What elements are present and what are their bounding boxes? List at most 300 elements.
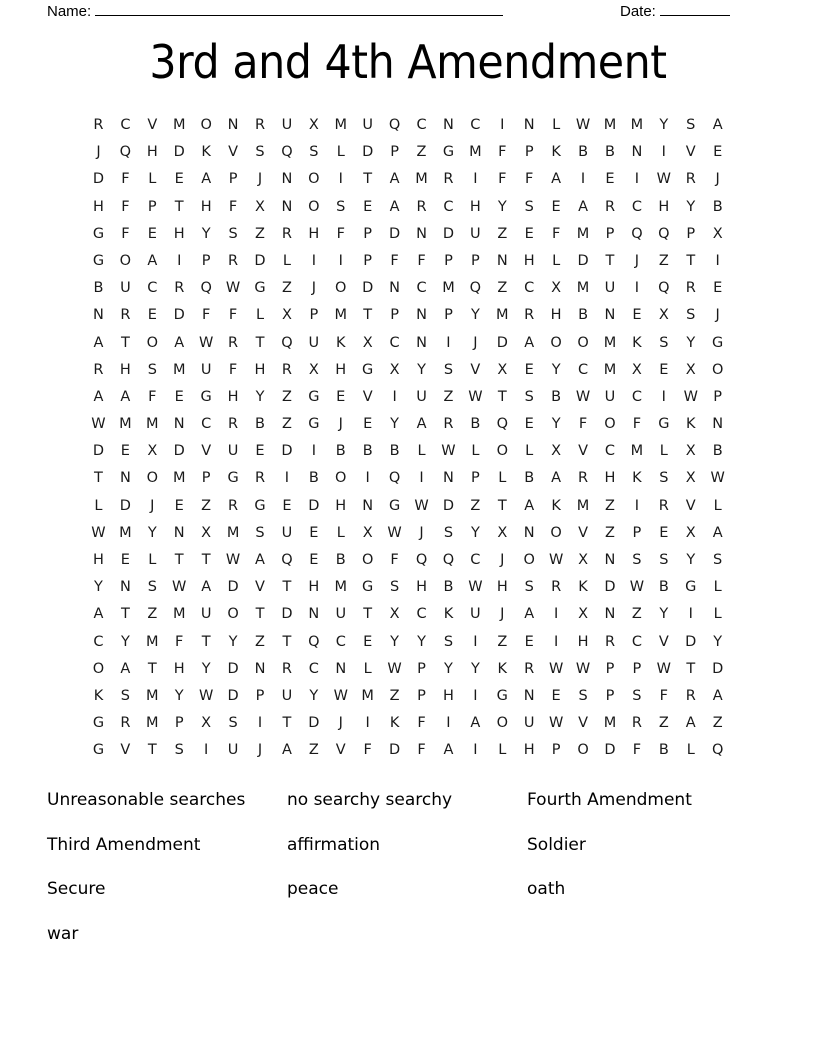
grid-letter[interactable]: A [174,334,185,351]
grid-letter[interactable]: N [308,606,320,623]
grid-letter[interactable]: R [416,198,427,215]
grid-letter[interactable]: G [388,497,401,514]
grid-letter[interactable]: T [174,198,184,215]
grid-letter[interactable]: J [338,715,343,732]
grid-letter[interactable]: Y [470,524,480,541]
grid-letter[interactable]: F [551,225,561,242]
grid-letter[interactable]: F [228,361,238,378]
grid-letter[interactable]: R [228,334,239,351]
grid-letter[interactable]: S [713,552,723,568]
grid-letter[interactable]: M [496,307,509,324]
grid-letter[interactable]: W [575,388,591,405]
grid-letter[interactable]: B [389,443,400,460]
grid-letter[interactable]: Y [470,307,480,324]
grid-letter[interactable]: M [172,117,186,133]
grid-letter[interactable]: A [470,715,481,732]
grid-letter[interactable]: R [551,579,562,596]
grid-letter[interactable]: O [92,660,105,677]
grid-letter[interactable]: M [576,497,590,514]
grid-letter[interactable]: I [661,388,666,405]
grid-letter[interactable]: T [686,660,696,677]
grid-letter[interactable]: Y [174,687,184,704]
grid-letter[interactable]: Q [631,225,643,242]
grid-letter[interactable]: T [147,742,157,759]
grid-letter[interactable]: M [630,443,644,460]
grid-letter[interactable]: X [201,524,212,541]
grid-letter[interactable]: D [173,443,185,460]
grid-letter[interactable]: U [200,361,212,378]
grid-letter[interactable]: X [362,524,373,541]
grid-letter[interactable]: C [470,552,481,568]
grid-letter[interactable]: G [254,497,266,514]
word-list-item[interactable]: oath [527,879,566,900]
grid-letter[interactable]: Q [388,117,401,133]
grid-letter[interactable]: A [551,470,562,487]
grid-letter[interactable]: N [443,117,454,133]
grid-letter[interactable]: A [93,606,104,623]
grid-letter[interactable]: P [632,660,642,677]
grid-letter[interactable]: K [578,579,588,596]
grid-letter[interactable]: A [416,416,427,433]
grid-letter[interactable]: M [334,307,348,324]
grid-letter[interactable]: D [227,660,239,677]
grid-letter[interactable]: T [605,252,615,269]
grid-letter[interactable]: Z [712,715,723,732]
grid-letter[interactable]: W [468,388,483,405]
grid-letter[interactable]: I [338,171,343,188]
grid-letter[interactable]: J [715,307,720,324]
grid-letter[interactable]: I [473,742,478,759]
grid-letter[interactable]: U [308,334,320,351]
grid-letter[interactable]: I [338,252,343,269]
grid-letter[interactable]: O [146,470,159,487]
grid-letter[interactable]: R [524,660,535,677]
grid-letter[interactable]: L [336,144,345,161]
grid-letter[interactable]: Z [147,606,158,623]
grid-letter[interactable]: W [548,552,564,568]
grid-letter[interactable]: X [362,334,373,351]
grid-letter[interactable]: C [631,633,642,650]
grid-letter[interactable]: Y [201,225,211,242]
grid-letter[interactable]: P [470,252,480,269]
grid-letter[interactable]: C [147,280,158,297]
grid-letter[interactable]: V [201,443,212,460]
grid-letter[interactable]: B [335,552,346,568]
grid-letter[interactable]: Z [605,497,615,514]
grid-letter[interactable]: U [120,280,131,297]
grid-letter[interactable]: D [173,307,185,324]
grid-letter[interactable]: Z [308,742,319,759]
grid-letter[interactable]: L [417,443,426,460]
grid-letter[interactable]: O [335,470,347,487]
grid-letter[interactable]: T [120,334,130,351]
grid-letter[interactable]: A [524,334,535,351]
grid-letter[interactable]: Y [120,633,130,650]
grid-letter[interactable]: Z [497,225,508,242]
grid-letter[interactable]: N [362,497,374,514]
grid-letter[interactable]: A [389,171,400,188]
grid-letter[interactable]: Q [658,225,670,242]
grid-letter[interactable]: V [362,388,373,405]
grid-letter[interactable]: F [228,307,238,324]
grid-letter[interactable]: S [309,144,319,161]
grid-letter[interactable]: X [578,552,589,568]
grid-letter[interactable]: H [173,225,185,242]
grid-letter[interactable]: C [416,117,427,133]
grid-letter[interactable]: G [658,416,670,433]
grid-letter[interactable]: F [632,742,642,759]
grid-letter[interactable]: Y [551,361,561,378]
grid-letter[interactable]: A [389,198,400,215]
grid-letter[interactable]: P [174,715,184,732]
grid-letter[interactable]: Y [686,198,696,215]
grid-letter[interactable]: L [552,252,561,269]
grid-letter[interactable]: D [227,687,239,704]
grid-letter[interactable]: T [147,660,157,677]
grid-letter[interactable]: S [659,334,669,351]
grid-letter[interactable]: Y [497,198,507,215]
grid-letter[interactable]: H [173,660,185,677]
grid-letter[interactable]: N [631,144,643,161]
grid-letter[interactable]: I [446,334,451,351]
grid-letter[interactable]: Z [416,144,427,161]
grid-letter[interactable]: F [363,742,372,759]
grid-letter[interactable]: W [656,660,671,677]
grid-letter[interactable]: K [632,334,642,351]
grid-letter[interactable]: S [228,225,238,242]
grid-letter[interactable]: H [496,579,508,596]
grid-letter[interactable]: I [553,633,559,650]
grid-letter[interactable]: K [551,144,561,161]
grid-letter[interactable]: S [443,361,454,378]
grid-letter[interactable]: R [120,715,131,732]
grid-letter[interactable]: O [496,443,508,460]
grid-letter[interactable]: M [469,144,482,161]
grid-letter[interactable]: Q [308,633,320,650]
grid-letter[interactable]: P [228,171,238,188]
grid-letter[interactable]: S [632,687,642,704]
grid-letter[interactable]: W [225,280,241,297]
grid-letter[interactable]: X [308,117,319,133]
grid-letter[interactable]: H [469,198,481,215]
grid-letter[interactable]: X [578,606,589,623]
grid-letter[interactable]: N [416,307,427,324]
grid-letter[interactable]: E [524,416,534,433]
grid-letter[interactable]: W [387,660,402,677]
grid-letter[interactable]: S [147,361,157,378]
grid-letter[interactable]: M [334,579,348,596]
grid-letter[interactable]: C [201,416,212,433]
grid-letter[interactable]: P [363,252,373,269]
grid-letter[interactable]: L [94,497,103,514]
grid-letter[interactable]: H [523,252,535,269]
grid-letter[interactable]: I [419,470,424,487]
grid-letter[interactable]: G [442,144,455,161]
grid-letter[interactable]: R [93,361,104,378]
grid-letter[interactable]: E [120,443,130,460]
grid-letter[interactable]: P [309,307,319,324]
grid-letter[interactable]: H [93,198,104,215]
grid-letter[interactable]: P [686,225,696,242]
grid-letter[interactable]: F [578,416,588,433]
grid-letter[interactable]: I [715,252,720,269]
grid-letter[interactable]: M [172,361,186,378]
grid-letter[interactable]: F [498,171,507,188]
word-list-item[interactable]: Fourth Amendment [527,790,692,811]
grid-letter[interactable]: P [444,252,453,269]
grid-letter[interactable]: X [658,307,669,324]
grid-letter[interactable]: F [121,198,130,215]
word-list-item[interactable]: affirmation [287,834,381,855]
grid-letter[interactable]: D [362,144,374,161]
grid-letter[interactable]: K [443,606,454,623]
grid-letter[interactable]: Z [255,225,265,242]
grid-letter[interactable]: H [308,225,320,242]
grid-letter[interactable]: V [228,144,239,161]
grid-letter[interactable]: H [146,144,158,161]
grid-letter[interactable]: J [150,497,155,514]
grid-letter[interactable]: X [389,606,400,623]
grid-letter[interactable]: X [685,524,696,541]
grid-letter[interactable]: Q [442,552,455,568]
grid-letter[interactable]: Q [711,742,724,759]
word-list-item[interactable]: Unreasonable searches [47,790,246,811]
grid-letter[interactable]: X [255,198,265,215]
grid-letter[interactable]: G [362,361,374,378]
grid-letter[interactable]: R [120,307,131,324]
grid-letter[interactable]: K [632,470,642,487]
grid-letter[interactable]: F [201,307,211,324]
grid-letter[interactable]: V [578,443,589,460]
grid-letter[interactable]: S [524,388,534,405]
grid-letter[interactable]: Y [470,660,480,677]
grid-letter[interactable]: D [119,497,131,514]
grid-letter[interactable]: Y [147,524,157,541]
grid-letter[interactable]: S [443,633,454,650]
grid-letter[interactable]: R [524,307,535,324]
grid-letter[interactable]: M [119,524,132,541]
grid-letter[interactable]: A [120,388,131,405]
grid-letter[interactable]: E [174,497,184,514]
grid-letter[interactable]: R [281,660,292,677]
grid-letter[interactable]: D [362,280,374,297]
grid-letter[interactable]: O [523,552,535,568]
grid-letter[interactable]: I [473,171,478,188]
grid-letter[interactable]: N [604,552,616,568]
grid-letter[interactable]: L [713,497,722,514]
grid-letter[interactable]: H [523,742,535,759]
grid-letter[interactable]: R [685,687,696,704]
grid-letter[interactable]: L [148,171,157,188]
grid-letter[interactable]: I [661,144,666,161]
grid-letter[interactable]: D [442,225,455,242]
grid-letter[interactable]: V [578,715,589,732]
grid-letter[interactable]: B [470,416,481,433]
grid-letter[interactable]: Y [390,416,400,433]
grid-letter[interactable]: Y [201,660,211,677]
grid-letter[interactable]: Q [469,280,482,297]
grid-letter[interactable]: G [254,280,266,297]
grid-letter[interactable]: R [174,280,185,297]
grid-letter[interactable]: X [497,361,508,378]
grid-letter[interactable]: R [254,470,266,487]
grid-letter[interactable]: U [227,742,239,759]
grid-letter[interactable]: A [281,742,292,759]
grid-letter[interactable]: P [255,687,265,704]
grid-letter[interactable]: W [441,443,456,460]
grid-letter[interactable]: R [93,117,104,133]
grid-letter[interactable]: N [443,470,454,487]
grid-letter[interactable]: Q [281,334,293,351]
grid-letter[interactable]: U [604,280,616,297]
grid-letter[interactable]: N [254,660,266,677]
grid-letter[interactable]: M [146,715,159,732]
grid-letter[interactable]: N [496,252,508,269]
grid-letter[interactable]: P [713,388,723,405]
grid-letter[interactable]: A [685,715,696,732]
grid-letter[interactable]: W [683,388,698,405]
grid-letter[interactable]: E [659,361,669,378]
grid-letter[interactable]: I [392,388,397,405]
grid-letter[interactable]: G [200,388,212,405]
grid-letter[interactable]: R [228,252,239,269]
grid-letter[interactable]: I [284,470,290,487]
grid-letter[interactable]: K [389,715,400,732]
grid-letter[interactable]: T [120,606,130,623]
grid-letter[interactable]: A [93,388,104,405]
grid-letter[interactable]: H [577,633,589,650]
grid-letter[interactable]: R [604,198,616,215]
grid-letter[interactable]: D [604,742,616,759]
grid-letter[interactable]: N [416,334,427,351]
grid-letter[interactable]: H [658,198,670,215]
grid-letter[interactable]: B [712,198,723,215]
grid-letter[interactable]: C [631,388,642,405]
grid-letter[interactable]: X [685,470,696,487]
grid-letter[interactable]: T [282,579,292,596]
grid-letter[interactable]: E [605,171,615,188]
grid-letter[interactable]: L [659,443,668,460]
grid-letter[interactable]: B [658,742,669,759]
grid-letter[interactable]: G [308,388,320,405]
grid-letter[interactable]: T [686,252,696,269]
grid-letter[interactable]: Q [658,280,670,297]
grid-letter[interactable]: W [548,660,564,677]
grid-letter[interactable]: O [577,334,589,351]
grid-letter[interactable]: I [257,715,263,732]
grid-letter[interactable]: E [255,443,265,460]
grid-letter[interactable]: T [282,633,292,650]
grid-letter[interactable]: Y [417,361,426,378]
grid-letter[interactable]: E [713,280,723,297]
grid-letter[interactable]: V [147,117,158,133]
grid-letter[interactable]: J [419,524,424,541]
grid-letter[interactable]: C [577,361,589,378]
grid-letter[interactable]: H [335,361,347,378]
grid-letter[interactable]: M [334,117,348,133]
grid-letter[interactable]: L [255,307,265,324]
grid-letter[interactable]: A [712,687,723,704]
grid-letter[interactable]: F [632,416,642,433]
grid-letter[interactable]: J [473,334,478,351]
grid-letter[interactable]: C [604,443,616,460]
grid-letter[interactable]: M [172,470,186,487]
grid-letter[interactable]: E [524,633,534,650]
grid-letter[interactable]: P [390,307,399,324]
grid-letter[interactable]: S [174,742,184,759]
grid-letter[interactable]: S [255,524,265,541]
grid-letter[interactable]: T [174,552,184,568]
grid-letter[interactable]: C [416,280,427,297]
grid-letter[interactable]: C [93,633,104,650]
grid-letter[interactable]: N [173,524,185,541]
grid-letter[interactable]: L [282,252,291,269]
grid-letter[interactable]: I [500,117,505,133]
grid-letter[interactable]: D [254,252,266,269]
grid-letter[interactable]: P [201,470,211,487]
grid-letter[interactable]: J [96,144,101,161]
grid-letter[interactable]: V [578,524,589,541]
grid-letter[interactable]: P [605,660,615,677]
grid-letter[interactable]: Z [443,388,454,405]
grid-letter[interactable]: S [524,198,534,215]
grid-letter[interactable]: U [604,388,616,405]
grid-letter[interactable]: I [311,443,316,460]
grid-letter[interactable]: Y [255,388,265,405]
grid-letter[interactable]: F [417,252,426,269]
grid-letter[interactable]: M [172,606,186,623]
grid-letter[interactable]: F [228,198,238,215]
grid-letter[interactable]: E [632,307,642,324]
grid-letter[interactable]: Y [551,416,561,433]
grid-letter[interactable]: K [93,687,104,704]
grid-letter[interactable]: U [281,117,293,133]
grid-letter[interactable]: W [575,660,591,677]
grid-letter[interactable]: Q [415,552,428,568]
grid-letter[interactable]: M [361,687,374,704]
grid-letter[interactable]: Y [390,633,400,650]
grid-letter[interactable]: N [173,416,185,433]
grid-letter[interactable]: Q [200,280,212,297]
grid-letter[interactable]: N [523,117,535,133]
grid-letter[interactable]: K [336,334,346,351]
grid-letter[interactable]: S [443,524,454,541]
grid-letter[interactable]: L [148,552,157,568]
grid-letter[interactable]: B [658,579,669,596]
grid-letter[interactable]: N [227,117,239,133]
grid-letter[interactable]: D [604,579,616,596]
grid-letter[interactable]: J [500,606,505,623]
grid-letter[interactable]: D [442,497,455,514]
grid-letter[interactable]: B [335,443,346,460]
grid-letter[interactable]: G [92,715,105,732]
grid-letter[interactable]: E [363,198,373,215]
grid-letter[interactable]: P [524,144,534,161]
grid-letter[interactable]: T [201,633,211,650]
grid-letter[interactable]: E [120,552,130,568]
grid-letter[interactable]: M [603,334,617,351]
grid-letter[interactable]: I [365,470,370,487]
grid-letter[interactable]: L [713,606,722,623]
grid-letter[interactable]: U [200,606,212,623]
grid-letter[interactable]: M [119,416,132,433]
grid-letter[interactable]: Y [94,579,103,596]
grid-letter[interactable]: A [551,171,562,188]
grid-letter[interactable]: B [578,307,589,324]
grid-letter[interactable]: Y [713,633,723,650]
grid-letter[interactable]: F [175,633,184,650]
grid-letter[interactable]: A [712,117,723,133]
